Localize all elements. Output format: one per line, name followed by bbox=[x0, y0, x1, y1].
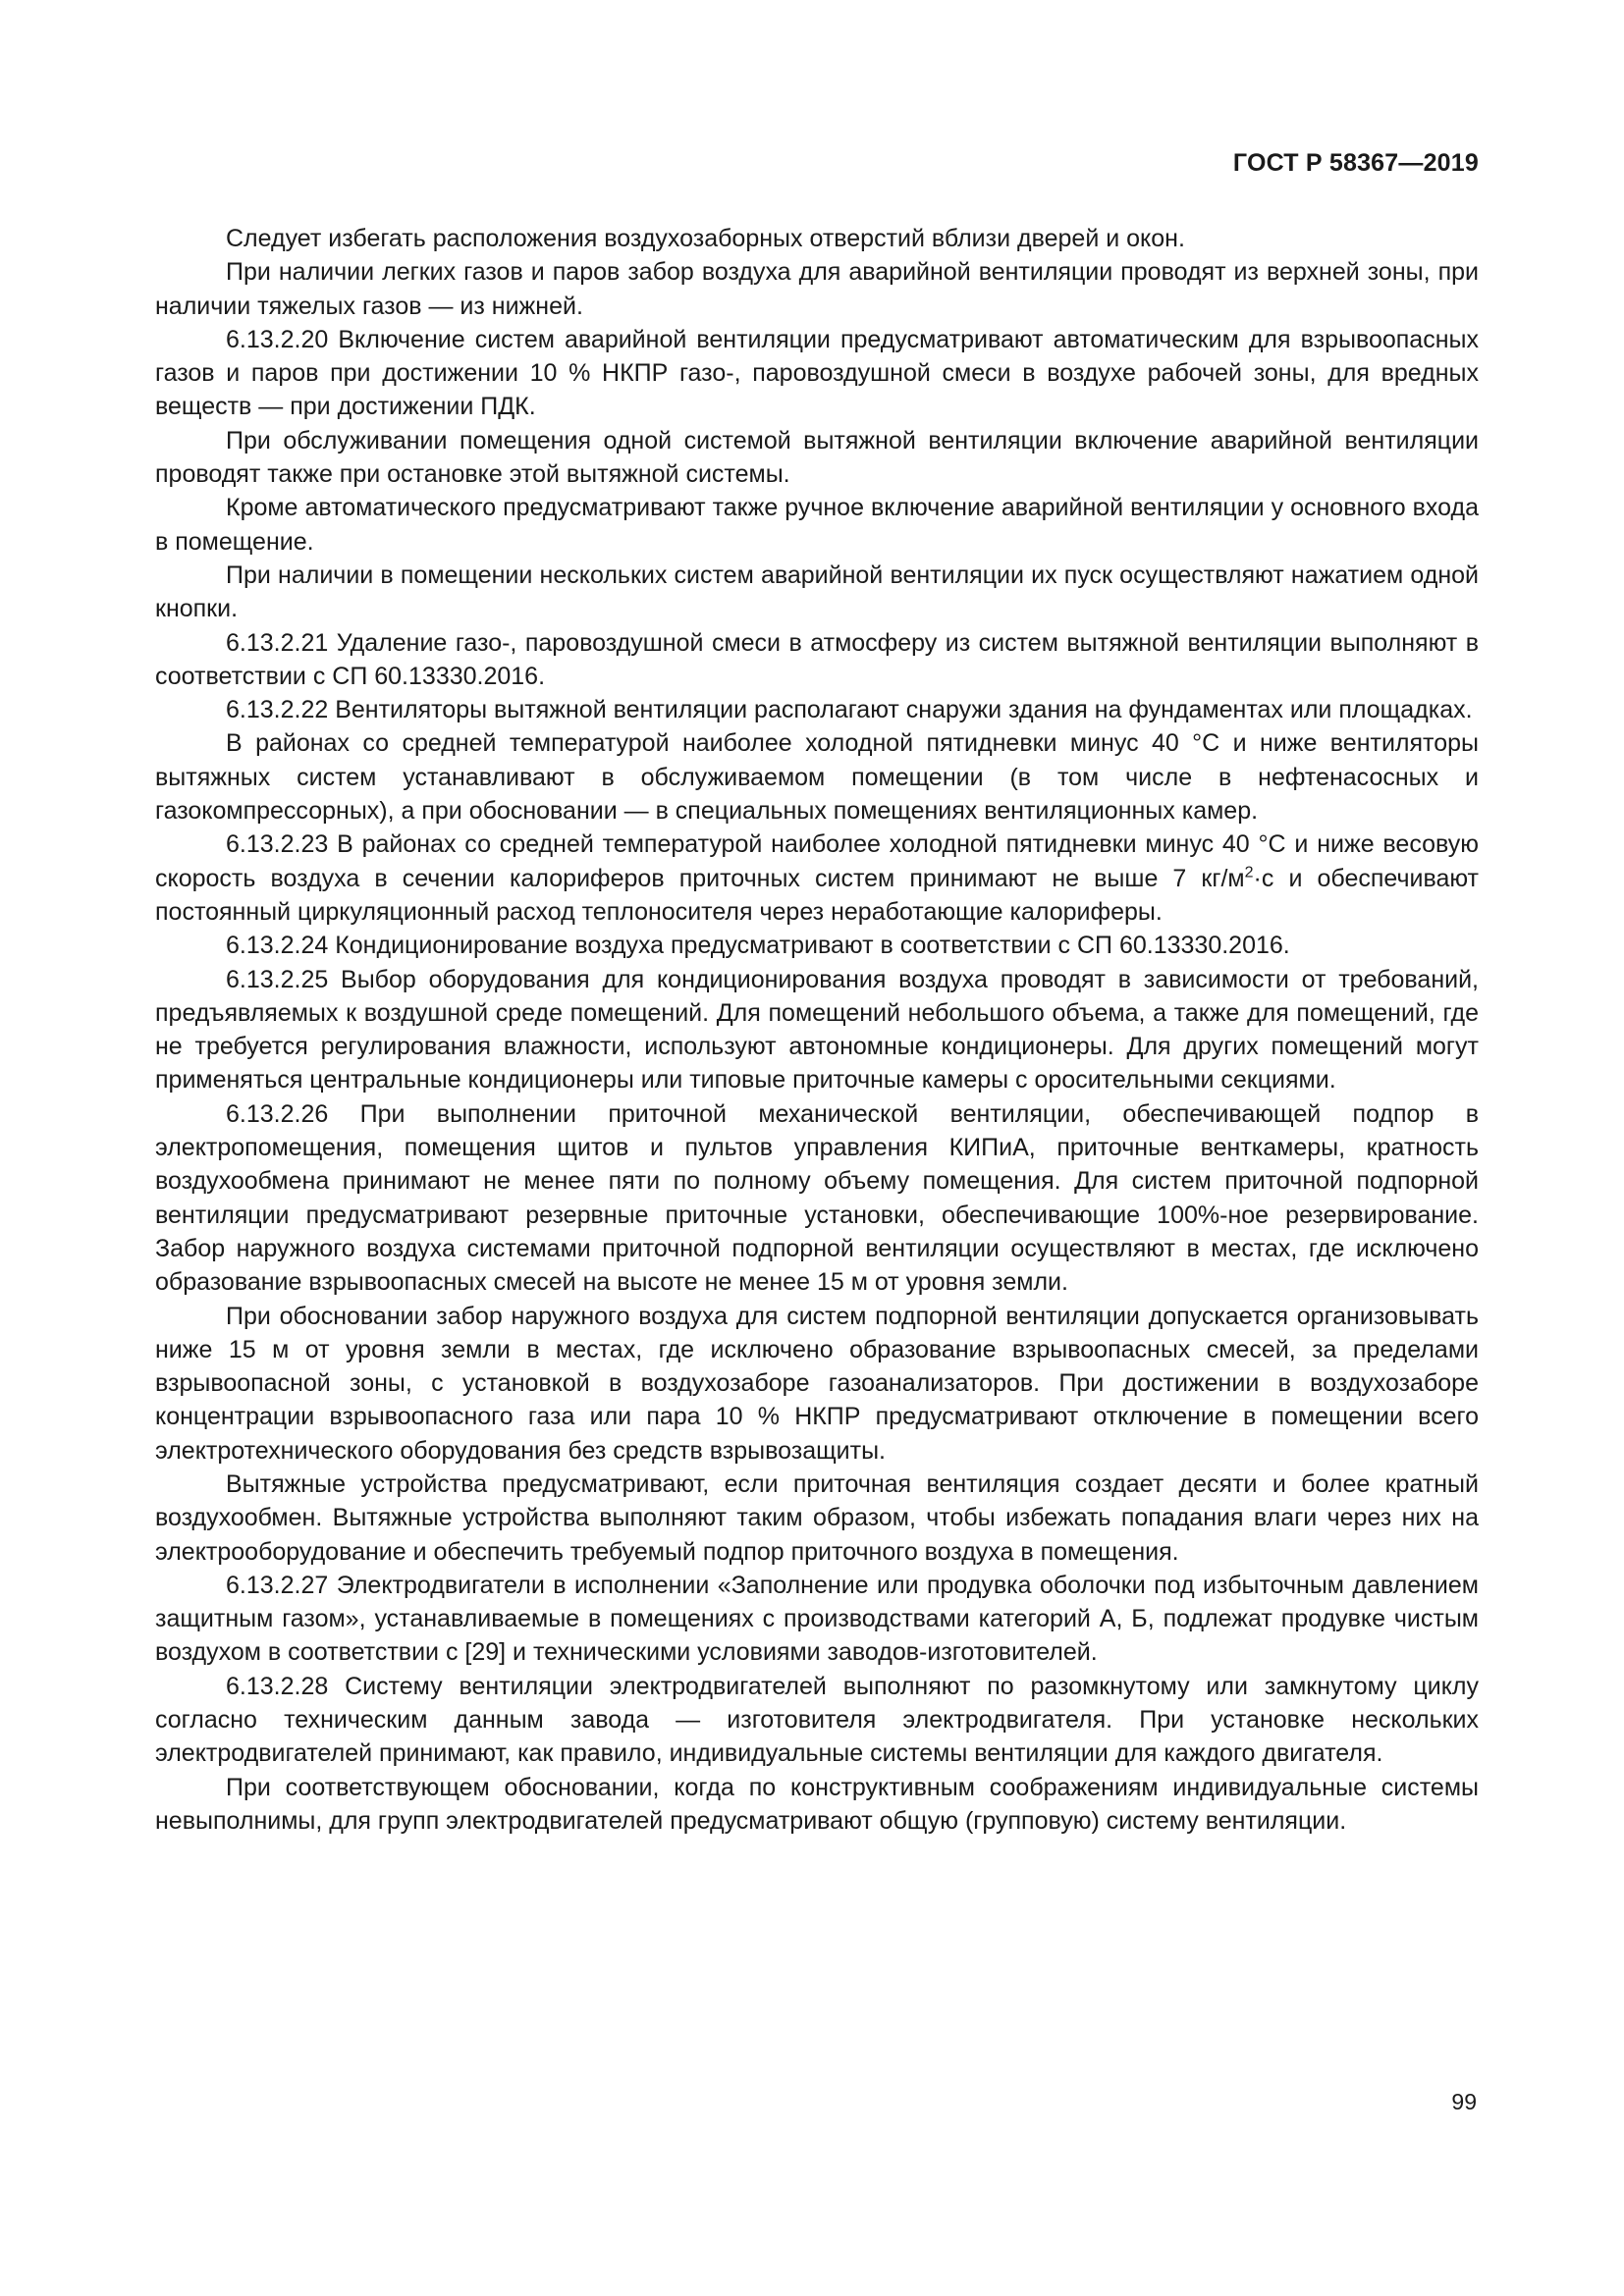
paragraph: Следует избегать расположения воздухозаборных отверстий вблизи дверей и окон. bbox=[226, 225, 1185, 252]
paragraph: Кроме автоматического предусматривают также ручное включение аварийной вентиляции у основного входа в помещение. bbox=[155, 494, 1479, 556]
paragraph: 6.13.2.28 Систему вентиляции электродвигателей выполняют по разомкнутому или замкнутому циклу согласно техническим данным завода — изготовителя электродвигателя. При установке нескольких электродвигателей принимают, как правило, индивидуальные системы вентиляции для каждого двигателя. bbox=[155, 1672, 1479, 1768]
paragraph: 6.13.2.27 Электродвигатели в исполнении «Заполнение или продувка оболочки под избыточным давлением защитным газом», устанавливаемые в помещениях с производствами категорий А, Б, подлежат продувке чистым воздухом в соответствии с [29] и техническими условиями заводов-изготовителей. bbox=[155, 1571, 1479, 1667]
paragraph-text: ·с и обеспечивают постоянный циркуляционный расход теплоносителя через неработающие калориферы. bbox=[155, 864, 1479, 926]
paragraph: При наличии легких газов и паров забор воздуха для аварийной вентиляции проводят из верхней зоны, при наличии тяжелых газов — из нижней. bbox=[155, 258, 1479, 320]
paragraph: 6.13.2.25 Выбор оборудования для кондиционирования воздуха проводят в зависимости от требований, предъявляемых к воздушной среде помещений. Для помещений небольшого объема, а также для помещений, где не требуется регулирования влажности, используют автономные кондиционеры. Для других помещений могут применяться центральные кондиционеры или типовые приточные камеры с оросительными секциями. bbox=[155, 965, 1479, 1095]
paragraph: 6.13.2.24 Кондиционирование воздуха предусматривают в соответствии с СП 60.13330.2016. bbox=[226, 932, 1290, 960]
paragraph: 6.13.2.26 При выполнении приточной механической вентиляции, обеспечивающей подпор в электропомещения, помещения щитов и пультов управления КИПиА, приточные венткамеры, кратность воздухообмена принимают не менее пяти по полному объему помещения. Для систем приточной подпорной вентиляции предусматривают резервные приточные установки, обеспечивающие 100%-ное резервирование. Забор наружного воздуха системами приточной подпорной вентиляции осуществляют в местах, где исключено образование взрывоопасных смесей на высоте не менее 15 м от уровня земли. bbox=[155, 1099, 1479, 1297]
paragraph: 6.13.2.22 Вентиляторы вытяжной вентиляции располагают снаружи здания на фундаментах или площадках. bbox=[226, 696, 1473, 724]
paragraph: При обосновании забор наружного воздуха для систем подпорной вентиляции допускается организовывать ниже 15 м от уровня земли в местах, где исключено образование взрывоопасных смесей, за пределами взрывоопасной зоны, с установкой в воздухозаборе газоанализаторов. При достижении в воздухозаборе концентрации взрывоопасного газа или пара 10 % НКПР предусматривают отключение в помещении всего электротехнического оборудования без средств взрывозащиты. bbox=[155, 1302, 1479, 1465]
paragraph-text: 6.13.2.23 В районах со средней температурой наиболее холодной пятидневки минус 40 °С и ниже весовую скорость воздуха в сечении калориферов приточных систем принимают не выше 7 кг/м bbox=[155, 830, 1479, 892]
paragraph-with-superscript bbox=[155, 828, 1479, 929]
paragraph: В районах со средней температурой наиболее холодной пятидневки минус 40 °С и ниже вентиляторы вытяжных систем устанавливают в обслуживаемом помещении (в том числе в нефтенасосных и газокомпрессорных), а при обосновании — в специальных помещениях вентиляционных камер. bbox=[155, 729, 1479, 826]
paragraph: 6.13.2.21 Удаление газо-, паровоздушной смеси в атмосферу из систем вытяжной вентиляции выполняют в соответствии с СП 60.13330.2016. bbox=[155, 628, 1479, 690]
document-code-header: ГОСТ Р 58367—2019 bbox=[1232, 149, 1479, 177]
document-body bbox=[155, 222, 1479, 1838]
paragraph: При обслуживании помещения одной системой вытяжной вентиляции включение аварийной вентиляции проводят также при остановке этой вытяжной системы. bbox=[155, 426, 1479, 489]
paragraph: Вытяжные устройства предусматривают, если приточная вентиляция создает десяти и более кратный воздухообмен. Вытяжные устройства выполняют таким образом, чтобы избежать попадания влаги через них на электрооборудование и обеспечить требуемый подпор приточного воздуха в помещения. bbox=[155, 1469, 1479, 1566]
paragraph: При наличии в помещении нескольких систем аварийной вентиляции их пуск осуществляют нажатием одной кнопки. bbox=[155, 561, 1479, 623]
superscript: 2 bbox=[1244, 864, 1254, 881]
page-number: 99 bbox=[1451, 2089, 1477, 2114]
paragraph: При соответствующем обосновании, когда по конструктивным соображениям индивидуальные системы невыполнимы, для групп электродвигателей предусматривают общую (групповую) систему вентиляции. bbox=[155, 1773, 1479, 1835]
paragraph: 6.13.2.20 Включение систем аварийной вентиляции предусматривают автоматическим для взрывоопасных газов и паров при достижении 10 % НКПР газо-, паровоздушной смеси в воздухе рабочей зоны, для вредных веществ — при достижении ПДК. bbox=[155, 325, 1479, 421]
